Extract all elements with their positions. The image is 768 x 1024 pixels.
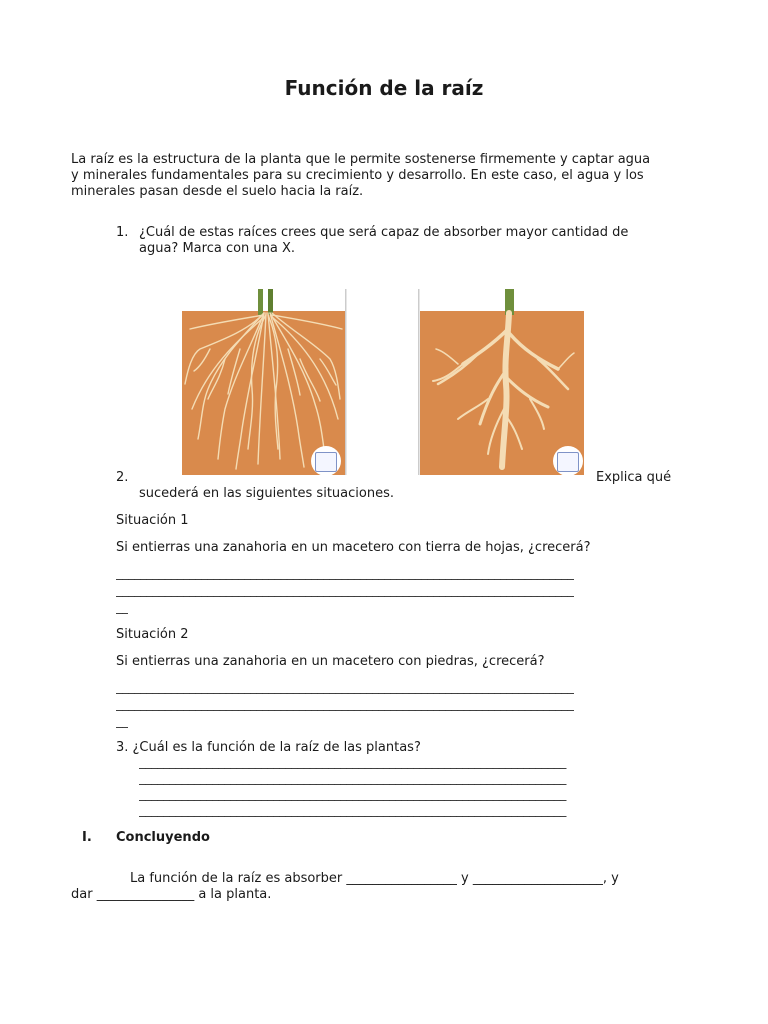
answer-line[interactable]: ___________________________________________________________________________ — [116, 566, 574, 581]
question-text: Explica qué — [596, 470, 672, 485]
question-text: agua? Marca con una X. — [139, 241, 296, 256]
taproot-image — [418, 289, 586, 475]
answer-line[interactable]: ___________________________________________________________________________ — [116, 583, 574, 598]
conclusion-line[interactable]: La función de la raíz es absorber _________________ y ____________________, y — [130, 871, 619, 886]
situation-label: Situación 2 — [116, 627, 189, 642]
section-heading: Concluyendo — [116, 830, 210, 845]
question-number: 2. — [116, 470, 129, 485]
question-number: 1. — [116, 225, 129, 240]
situation-question: Si entierras una zanahoria en un macetero con tierra de hojas, ¿crecerá? — [116, 540, 591, 555]
answer-line[interactable]: __ — [116, 714, 129, 729]
answer-line[interactable]: ___________________________________________________________________________ — [116, 697, 574, 712]
fibrous-root-image — [180, 289, 348, 475]
question-text: sucederá en las siguientes situaciones. — [139, 486, 394, 501]
situation-label: Situación 1 — [116, 513, 189, 528]
fibrous-root-checkbox[interactable] — [315, 452, 337, 472]
answer-line[interactable]: __ — [116, 600, 129, 615]
intro-line: minerales pasan desde el suelo hacia la raíz. — [71, 184, 364, 199]
answer-line[interactable]: ______________________________________________________________________ — [139, 787, 567, 802]
answer-line[interactable]: ___________________________________________________________________________ — [116, 680, 574, 695]
situation-question: Si entierras una zanahoria en un macetero con piedras, ¿crecerá? — [116, 654, 545, 669]
intro-line: La raíz es la estructura de la planta que le permite sostenerse firmemente y captar agua — [71, 152, 651, 167]
intro-line: y minerales fundamentales para su crecimiento y desarrollo. En este caso, el agua y los — [71, 168, 644, 183]
question-text: 3. ¿Cuál es la función de la raíz de las plantas? — [116, 740, 421, 755]
page-title: Función de la raíz — [284, 76, 484, 100]
answer-line[interactable]: ______________________________________________________________________ — [139, 755, 567, 770]
section-numeral: I. — [82, 830, 92, 845]
taproot-checkbox[interactable] — [557, 452, 579, 472]
question-text: ¿Cuál de estas raíces crees que será capaz de absorber mayor cantidad de — [139, 225, 629, 240]
answer-line[interactable]: ______________________________________________________________________ — [139, 803, 567, 818]
answer-line[interactable]: ______________________________________________________________________ — [139, 771, 567, 786]
conclusion-line[interactable]: dar _______________ a la planta. — [71, 887, 272, 902]
